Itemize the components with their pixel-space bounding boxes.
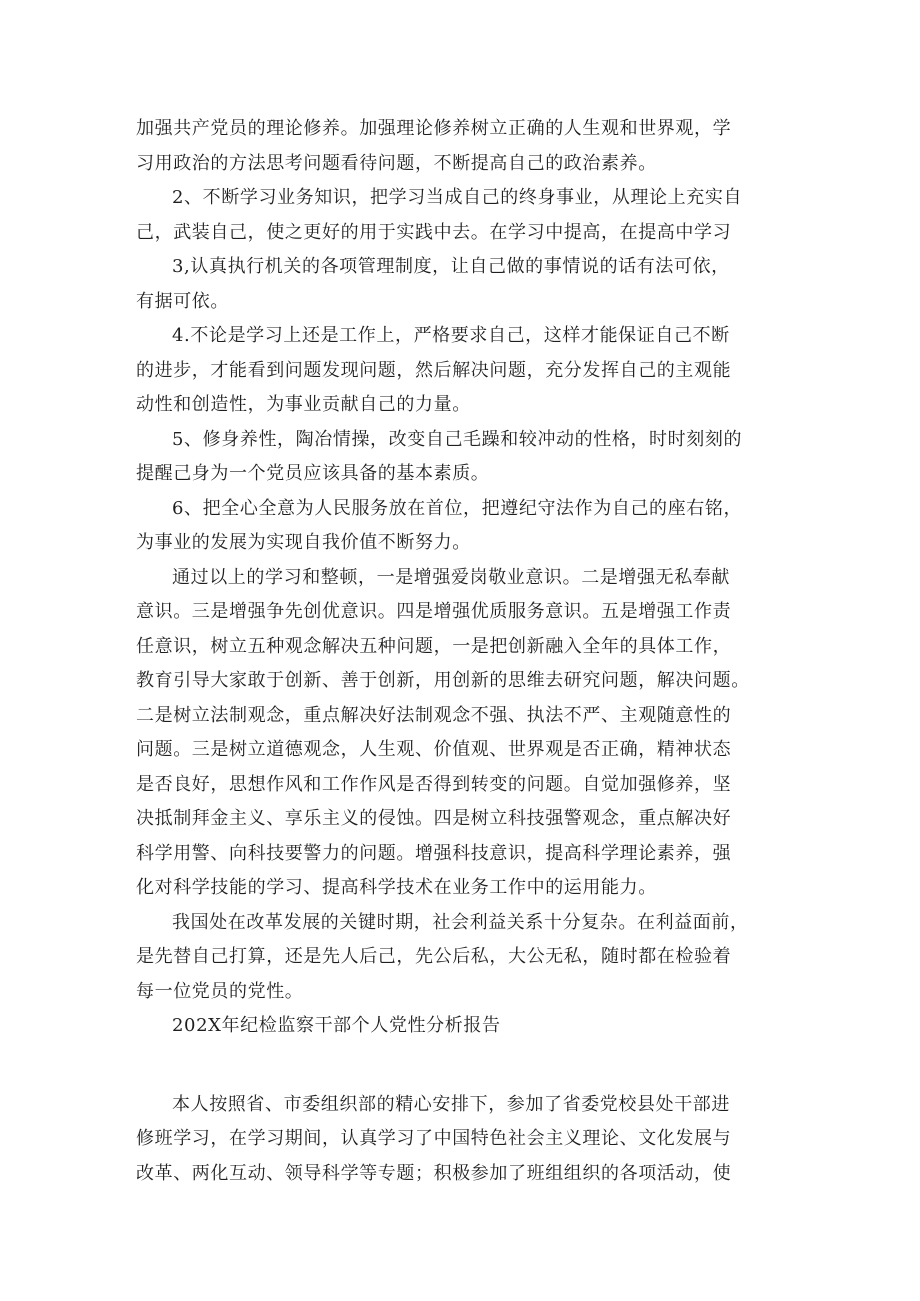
text-line: 每一位党员的党性。 bbox=[136, 980, 304, 1002]
text-line: 教育引导大家敢于创新、善于创新，用创新的思维去研究问题，解决问题。 bbox=[136, 670, 750, 691]
text-line: 问题。三是树立道德观念，人生观、价值观、世界观是否正确，精神状态 bbox=[136, 739, 732, 760]
text-line: 我国处在改革发展的关键时期，社会利益关系十分复杂。在利益面前， bbox=[172, 911, 749, 933]
text-line: 是否良好，思想作风和工作作风是否得到转变的问题。自觉加强修养，坚 bbox=[136, 773, 732, 795]
text-line: 5、修身养性，陶冶情操，改变自己毛躁和较冲动的性格，时时刻刻的 bbox=[172, 428, 743, 450]
report-text-block bbox=[136, 112, 796, 1044]
text-line: 4.不论是学习上还是工作上，严格要求自己，这样才能保证自己不断 bbox=[172, 325, 730, 346]
text-line: 科学用警、向科技要警力的问题。增强科技意识，提高科学理论素养，强 bbox=[136, 842, 732, 864]
text-line: 二是树立法制观念，重点解决好法制观念不强、执法不严、主观随意性的 bbox=[136, 704, 732, 726]
text-line: 改革、两化互动、领导科学等专题；积极参加了班组组织的各项活动，使 bbox=[136, 1162, 732, 1184]
text-line: 决抵制拜金主义、享乐主义的侵蚀。四是树立科技强警观念，重点解决好 bbox=[136, 808, 732, 829]
text-line: 意识。三是增强争先创优意识。四是增强优质服务意识。五是增强工作责 bbox=[136, 601, 732, 622]
text-line: 202X年纪检监察干部个人党性分析报告 bbox=[172, 1015, 501, 1036]
text-line: 有据可依。 bbox=[136, 290, 229, 312]
text-line: 本人按照省、市委组织部的精心安排下，参加了省委党校县处干部进 bbox=[172, 1093, 730, 1115]
text-line: 为事业的发展为实现自我价值不断努力。 bbox=[136, 532, 471, 553]
text-line: 的进步，才能看到问题发现问题，然后解决问题，充分发挥自己的主观能 bbox=[136, 359, 732, 381]
document-body bbox=[136, 112, 796, 1191]
text-line: 习用政治的方法思考问题看待问题，不断提高自己的政治素养。 bbox=[136, 152, 657, 174]
text-line: 提醒己身为一个党员应该具备的基本素质。 bbox=[136, 463, 490, 484]
section-gap bbox=[136, 1044, 796, 1088]
text-line: 加强共产党员的理论修养。加强理论修养树立正确的人生观和世界观，学 bbox=[136, 118, 732, 139]
text-line: 3,认真执行机关的各项管理制度，让自己做的事情说的话有法可依， bbox=[172, 256, 730, 277]
text-line: 是先替自己打算，还是先人后己，先公后私，大公无私，随时都在检验着 bbox=[136, 946, 732, 967]
text-line: 己，武装自己，使之更好的用于实践中去。在学习中提高，在提高中学习 bbox=[136, 221, 732, 243]
text-line: 通过以上的学习和整顿，一是增强爱岗敬业意识。二是增强无私奉献 bbox=[172, 566, 730, 588]
text-line: 动性和创造性，为事业贡献自己的力量。 bbox=[136, 394, 471, 415]
text-line: 化对科学技能的学习、提高科学技术在业务工作中的运用能力。 bbox=[136, 877, 657, 898]
text-line: 6、把全心全意为人民服务放在首位，把遵纪守法作为自己的座右铭， bbox=[172, 497, 743, 519]
text-line: 任意识，树立五种观念解决五种问题，一是把创新融入全年的具体工作， bbox=[136, 635, 732, 657]
report-intro-block bbox=[136, 1088, 796, 1192]
text-line: 修班学习，在学习期间，认真学习了中国特色社会主义理论、文化发展与 bbox=[136, 1128, 732, 1149]
text-line: 2、不断学习业务知识，把学习当成自己的终身事业，从理论上充实自 bbox=[172, 187, 743, 208]
